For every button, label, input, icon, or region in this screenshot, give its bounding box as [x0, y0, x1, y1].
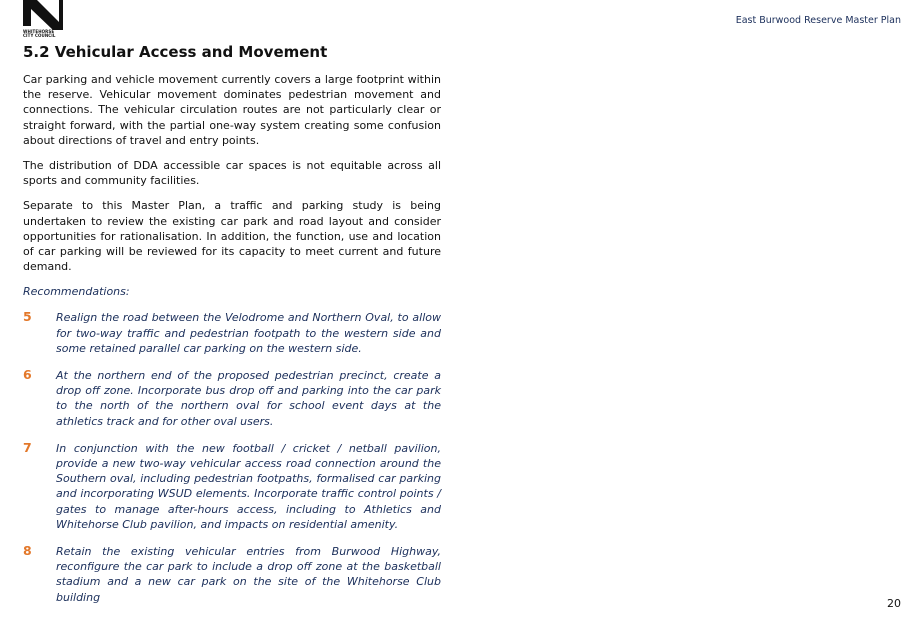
page-number: 20 — [887, 597, 901, 610]
body-paragraph: Car parking and vehicle movement currently covers a large footprint within the reserve. Vehicular movement dominates pedestrian movement and connections. The vehicular circulation routes are not particularly clear or straight forward, with the partial one-way system creating some confusion about directions of travel and entry points. — [23, 73, 441, 147]
whitehorse-logo — [23, 0, 63, 38]
logo-text-line1: WHITEHORSE — [23, 29, 55, 34]
recommendation-item — [23, 441, 441, 532]
recommendation-number: 7 — [23, 439, 32, 455]
recommendation-number: 6 — [23, 367, 32, 383]
body-paragraph: Separate to this Master Plan, a traffic and parking study is being undertaken to review the existing car park and road layout and consider opportunities for rationalisation. In addition, the function, use and location of car parking will be reviewed for its capacity to meet current and future demand. — [23, 199, 441, 274]
recommendation-item — [23, 368, 441, 429]
body-paragraph: The distribution of DDA accessible car spaces is not equitable across all sports and community facilities. — [23, 159, 441, 188]
recommendation-text: At the northern end of the proposed pedestrian precinct, create a drop off zone. Incorporate bus drop off and parking into the car park to the north of the northern oval for school event days at the athletics track and for other oval users. — [56, 369, 441, 428]
recommendation-item — [23, 544, 441, 605]
recommendations-heading: Recommendations: — [23, 285, 130, 299]
document-title: East Burwood Reserve Master Plan — [735, 15, 901, 26]
recommendation-number: 5 — [23, 309, 32, 325]
recommendation-text: In conjunction with the new football / cricket / netball pavilion, provide a new two-way vehicular access road connection around the Southern oval, including pedestrian footpaths, formalised car parking and incorporating WSUD elements. Incorporate traffic control points / gates to manage after-hours access, including to Athletics and Whitehorse Club pavilion, and impacts on residential amenity. — [56, 441, 441, 531]
recommendation-item — [23, 310, 441, 356]
recommendation-number: 8 — [23, 543, 32, 559]
recommendation-text: Realign the road between the Velodrome and Northern Oval, to allow for two-way traffic and pedestrian footpath to the western side and some retained parallel car parking on the western side. — [56, 311, 441, 355]
logo-text-line2: CITY COUNCIL — [23, 33, 56, 38]
section-heading: 5.2 Vehicular Access and Movement — [23, 43, 328, 61]
horse-emblem-icon — [23, 0, 63, 30]
section-content — [23, 42, 441, 617]
recommendation-text: Retain the existing vehicular entries from Burwood Highway, reconfigure the car park to include a drop off zone at the basketball stadium and a new car park on the site of the Whitehorse Club building — [56, 545, 441, 604]
